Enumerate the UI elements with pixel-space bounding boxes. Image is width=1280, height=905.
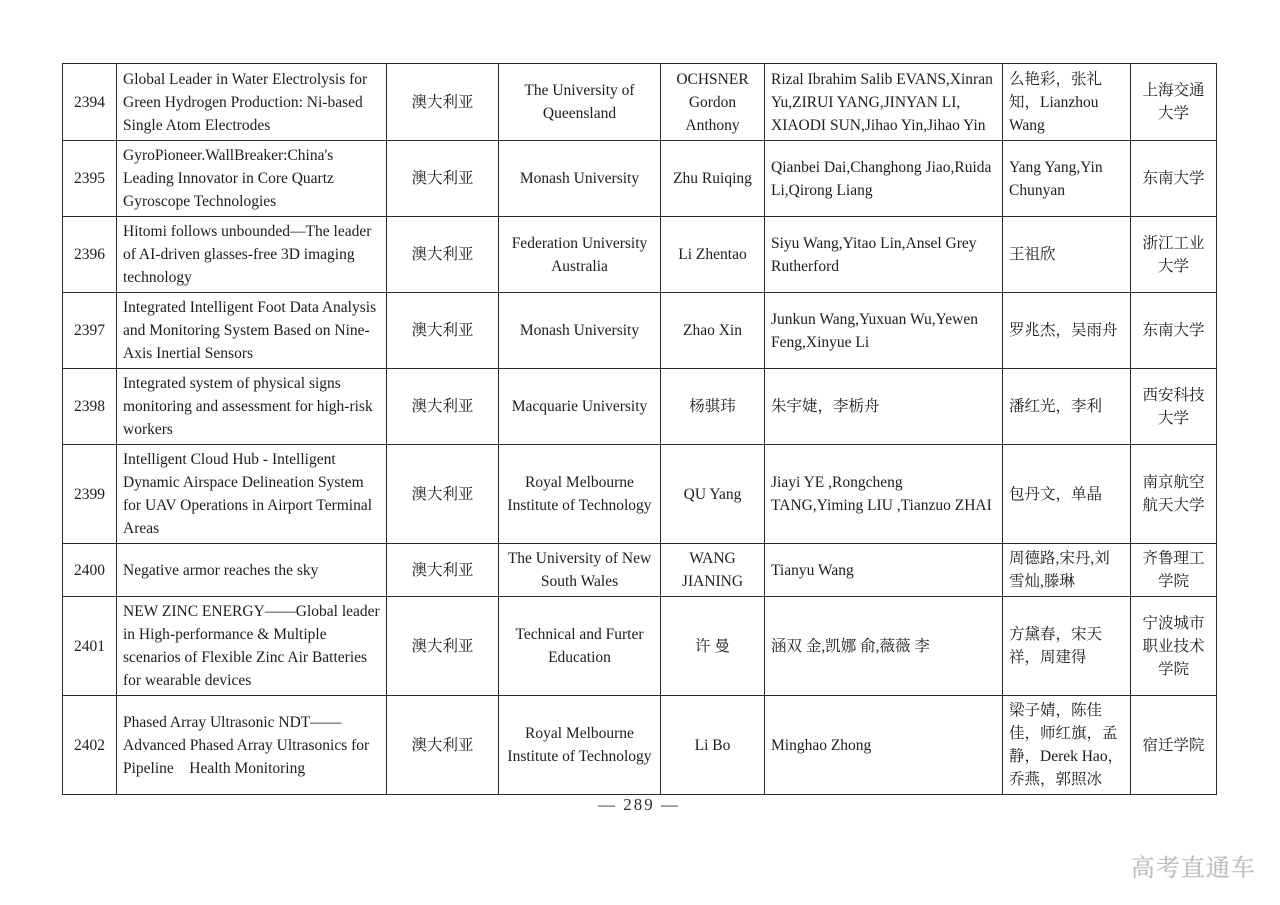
cell-entry-number: 2400 (63, 544, 117, 597)
cell-team-members: 涵双 金,凯娜 俞,薇薇 李 (765, 597, 1003, 696)
table-row (63, 293, 1217, 369)
cell-country: 澳大利亚 (387, 696, 499, 795)
table-row (63, 544, 1217, 597)
cell-leader-name: QU Yang (661, 445, 765, 544)
table-row (63, 696, 1217, 795)
cell-country: 澳大利亚 (387, 544, 499, 597)
table-row (63, 217, 1217, 293)
cell-cn-university: 西安科技大学 (1131, 369, 1217, 445)
cell-university: The University of New South Wales (499, 544, 661, 597)
cell-advisors: 方黛春，宋天祥，周建得 (1003, 597, 1131, 696)
cell-leader-name: Li Bo (661, 696, 765, 795)
cell-project-title: NEW ZINC ENERGY——Global leader in High-performance & Multiple scenarios of Flexible Zinc Air Batteries for wearable devices (117, 597, 387, 696)
table-row (63, 141, 1217, 217)
cell-entry-number: 2399 (63, 445, 117, 544)
cell-advisors: 么艳彩，张礼知，Lianzhou Wang (1003, 64, 1131, 141)
cell-cn-university: 齐鲁理工学院 (1131, 544, 1217, 597)
cell-project-title: Integrated system of physical signs monitoring and assessment for high-risk workers (117, 369, 387, 445)
cell-entry-number: 2395 (63, 141, 117, 217)
cell-entry-number: 2402 (63, 696, 117, 795)
cell-cn-university: 东南大学 (1131, 293, 1217, 369)
cell-team-members: Siyu Wang,Yitao Lin,Ansel Grey Rutherford (765, 217, 1003, 293)
cell-leader-name: 许 曼 (661, 597, 765, 696)
cell-university: Technical and Furter Education (499, 597, 661, 696)
cell-team-members: Rizal Ibrahim Salib EVANS,Xinran Yu,ZIRUI YANG,JINYAN LI, XIAODI SUN,Jihao Yin,Jihao Yin (765, 64, 1003, 141)
cell-cn-university: 东南大学 (1131, 141, 1217, 217)
cell-team-members: Qianbei Dai,Changhong Jiao,Ruida Li,Qirong Liang (765, 141, 1003, 217)
cell-team-members: Tianyu Wang (765, 544, 1003, 597)
cell-team-members: Jiayi YE ,Rongcheng TANG,Yiming LIU ,Tianzuo ZHAI (765, 445, 1003, 544)
cell-advisors: 王祖欣 (1003, 217, 1131, 293)
table-row (63, 64, 1217, 141)
cell-university: Monash University (499, 293, 661, 369)
table-body (63, 64, 1217, 795)
cell-country: 澳大利亚 (387, 369, 499, 445)
cell-advisors: 潘红光，李利 (1003, 369, 1131, 445)
cell-university: Royal Melbourne Institute of Technology (499, 696, 661, 795)
page-number: — 289 — (598, 795, 680, 814)
cell-team-members: 朱宇婕，李栃舟 (765, 369, 1003, 445)
cell-university: Federation University Australia (499, 217, 661, 293)
cell-cn-university: 宁波城市职业技术学院 (1131, 597, 1217, 696)
cell-project-title: Hitomi follows unbounded—The leader of AI-driven glasses-free 3D imaging technology (117, 217, 387, 293)
cell-leader-name: Zhao Xin (661, 293, 765, 369)
cell-advisors: 包丹文，单晶 (1003, 445, 1131, 544)
cell-cn-university: 宿迁学院 (1131, 696, 1217, 795)
cell-project-title: Intelligent Cloud Hub - Intelligent Dynamic Airspace Delineation System for UAV Operations in Airport Terminal Areas (117, 445, 387, 544)
cell-leader-name: WANG JIANING (661, 544, 765, 597)
cell-university: Monash University (499, 141, 661, 217)
cell-entry-number: 2401 (63, 597, 117, 696)
cell-entry-number: 2398 (63, 369, 117, 445)
cell-cn-university: 南京航空航天大学 (1131, 445, 1217, 544)
table-row (63, 445, 1217, 544)
cell-entry-number: 2397 (63, 293, 117, 369)
cell-advisors: Yang Yang,Yin Chunyan (1003, 141, 1131, 217)
award-list-table (62, 63, 1217, 795)
cell-project-title: GyroPioneer.WallBreaker:China's Leading Innovator in Core Quartz Gyroscope Technologies (117, 141, 387, 217)
cell-leader-name: Li Zhentao (661, 217, 765, 293)
cell-entry-number: 2396 (63, 217, 117, 293)
cell-country: 澳大利亚 (387, 64, 499, 141)
cell-leader-name: 杨骐玮 (661, 369, 765, 445)
cell-project-title: Phased Array Ultrasonic NDT——Advanced Phased Array Ultrasonics for Pipeline Health Monitoring (117, 696, 387, 795)
watermark-text: 高考直通车 (1131, 855, 1256, 882)
cell-country: 澳大利亚 (387, 293, 499, 369)
cell-advisors: 周德路,宋丹,刘雪灿,滕琳 (1003, 544, 1131, 597)
cell-university: The University of Queensland (499, 64, 661, 141)
cell-cn-university: 浙江工业大学 (1131, 217, 1217, 293)
cell-project-title: Integrated Intelligent Foot Data Analysis and Monitoring System Based on Nine-Axis Inertial Sensors (117, 293, 387, 369)
cell-country: 澳大利亚 (387, 141, 499, 217)
cell-advisors: 罗兆杰，吴雨舟 (1003, 293, 1131, 369)
table-row (63, 597, 1217, 696)
cell-project-title: Global Leader in Water Electrolysis for Green Hydrogen Production: Ni-based Single Atom Electrodes (117, 64, 387, 141)
cell-team-members: Minghao Zhong (765, 696, 1003, 795)
cell-team-members: Junkun Wang,Yuxuan Wu,Yewen Feng,Xinyue Li (765, 293, 1003, 369)
cell-leader-name: Zhu Ruiqing (661, 141, 765, 217)
cell-country: 澳大利亚 (387, 597, 499, 696)
cell-university: Royal Melbourne Institute of Technology (499, 445, 661, 544)
cell-entry-number: 2394 (63, 64, 117, 141)
table-row (63, 369, 1217, 445)
cell-cn-university: 上海交通大学 (1131, 64, 1217, 141)
cell-leader-name: OCHSNER Gordon Anthony (661, 64, 765, 141)
cell-advisors: 梁子婧，陈佳佳，师红旗，孟静，Derek Hao，乔燕，郭照冰 (1003, 696, 1131, 795)
cell-country: 澳大利亚 (387, 217, 499, 293)
cell-project-title: Negative armor reaches the sky (117, 544, 387, 597)
cell-university: Macquarie University (499, 369, 661, 445)
cell-country: 澳大利亚 (387, 445, 499, 544)
